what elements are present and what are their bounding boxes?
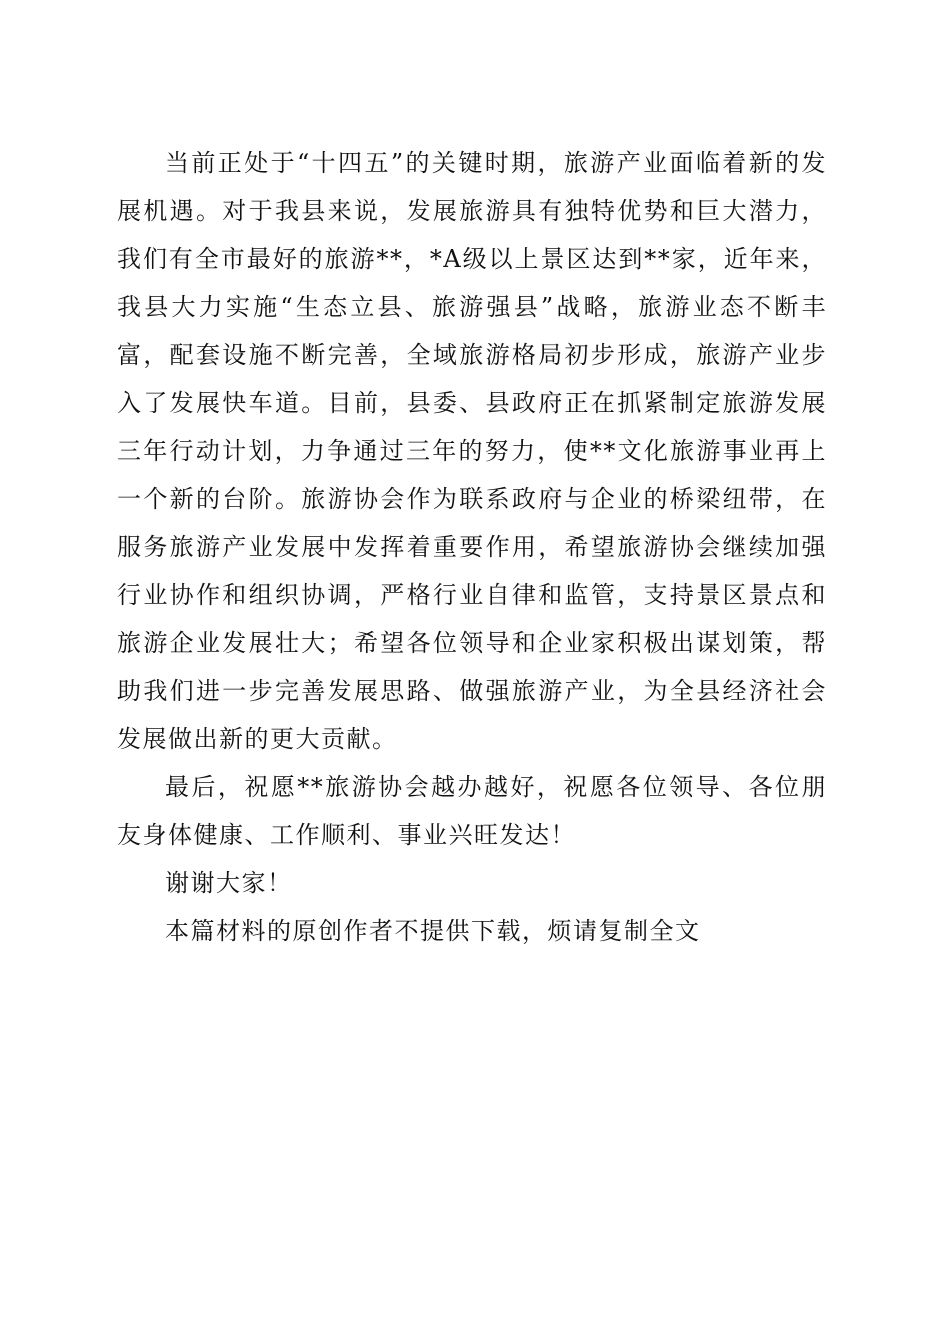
- closing-wishes-paragraph: 最后，祝愿**旅游协会越办越好，祝愿各位领导、各位朋友身体健康、工作顺利、事业兴旺发达！: [117, 773, 827, 849]
- thanks-paragraph: 谢谢大家！: [165, 869, 293, 897]
- body-paragraph: 当前正处于“十四五”的关键时期，旅游产业面临着新的发展机遇。对于我县来说，发展旅游具有独特优势和巨大潜力，我们有全市最好的旅游**，*A级以上景区达到**家，近年来，我县大力实施“生态立县、旅游强县”战略，旅游业态不断丰富，配套设施不断完善，全域旅游格局初步形成，旅游产业步入了发展快车道。目前，县委、县政府正在抓紧制定旅游发展三年行动计划，力争通过三年的努力，使**文化旅游事业再上一个新的台阶。旅游协会作为联系政府与企业的桥梁纽带，在服务旅游产业发展中发挥着重要作用，希望旅游协会继续加强行业协作和组织协调，严格行业自律和监管，支持景区景点和旅游企业发展壮大；希望各位领导和企业家积极出谋划策，帮助我们进一步完善发展思路、做强旅游产业，为全县经济社会发展做出新的更大贡献。: [117, 149, 827, 753]
- document-body: [117, 139, 827, 955]
- copy-notice-paragraph: 本篇材料的原创作者不提供下载，烦请复制全文: [165, 917, 701, 945]
